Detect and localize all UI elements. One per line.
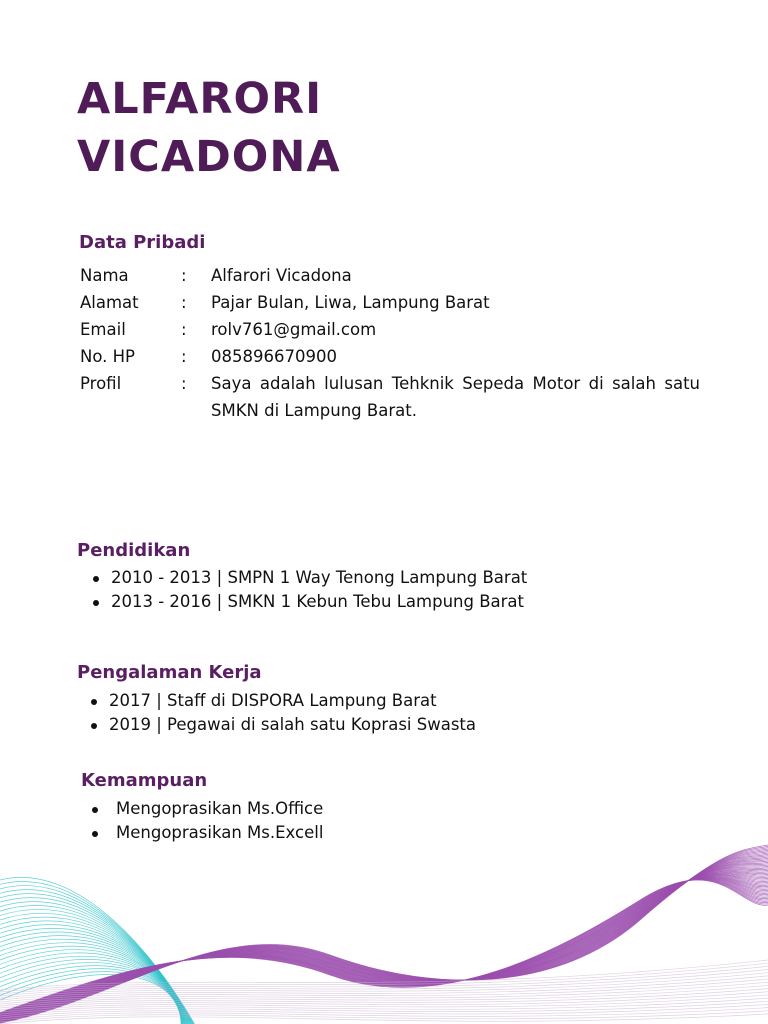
personal-data-heading: Data Pribadi xyxy=(79,232,206,253)
info-value: rolv761@gmail.com xyxy=(211,320,377,339)
education-list xyxy=(93,566,527,614)
info-row-email xyxy=(80,316,700,343)
wave-line xyxy=(0,877,768,1016)
info-row-address xyxy=(80,289,700,316)
bullet-icon xyxy=(93,600,99,606)
personal-data-table xyxy=(80,262,700,424)
bullet-icon xyxy=(92,807,98,813)
name-line-2: VICADONA xyxy=(77,132,341,182)
info-label: Alamat xyxy=(80,293,139,312)
info-separator: : xyxy=(181,347,187,366)
name-line-1: ALFARORI xyxy=(77,74,323,124)
info-separator: : xyxy=(181,266,187,285)
list-item-text: 2010 - 2013 | SMPN 1 Way Tenong Lampung Barat xyxy=(111,568,528,587)
resume-name xyxy=(77,70,341,186)
list-item-text: 2013 - 2016 | SMKN 1 Kebun Tebu Lampung Barat xyxy=(111,592,524,611)
bullet-icon xyxy=(91,723,97,729)
list-item xyxy=(91,689,476,713)
info-separator: : xyxy=(181,320,187,339)
info-value: Alfarori Vicadona xyxy=(211,266,352,285)
list-item xyxy=(93,590,527,614)
info-value-profile: Saya adalah lulusan Tehknik Sepeda Motor di salah satu SMKN di Lampung Barat. xyxy=(211,374,700,420)
bullet-icon xyxy=(91,699,97,705)
experience-list xyxy=(91,689,476,737)
info-value: Pajar Bulan, Liwa, Lampung Barat xyxy=(211,293,490,312)
info-value: 085896670900 xyxy=(211,347,337,366)
info-separator: : xyxy=(181,293,187,312)
list-item xyxy=(92,797,323,821)
list-item-text: 2017 | Staff di DISPORA Lampung Barat xyxy=(109,691,437,710)
list-item-text: Mengoprasikan Ms.Office xyxy=(116,799,324,818)
info-label: Email xyxy=(80,320,126,339)
experience-heading: Pengalaman Kerja xyxy=(77,662,262,683)
bullet-icon xyxy=(92,831,98,837)
skills-list xyxy=(92,797,323,845)
info-separator: : xyxy=(181,374,187,393)
info-row-name xyxy=(80,262,700,289)
list-item-text: 2019 | Pegawai di salah satu Koprasi Swasta xyxy=(109,715,477,734)
info-row-phone xyxy=(80,343,700,370)
info-label: Profil xyxy=(80,374,122,393)
purple-wave-lines xyxy=(0,845,768,1024)
bullet-icon xyxy=(93,576,99,582)
info-label: No. HP xyxy=(80,347,135,366)
list-item xyxy=(91,713,476,737)
info-row-profile xyxy=(80,370,700,424)
info-label: Nama xyxy=(80,266,129,285)
skills-heading: Kemampuan xyxy=(81,770,208,791)
list-item xyxy=(93,566,527,590)
education-heading: Pendidikan xyxy=(77,540,191,561)
list-item-text: Mengoprasikan Ms.Excell xyxy=(116,823,324,842)
decorative-wave-lines xyxy=(0,840,768,1024)
